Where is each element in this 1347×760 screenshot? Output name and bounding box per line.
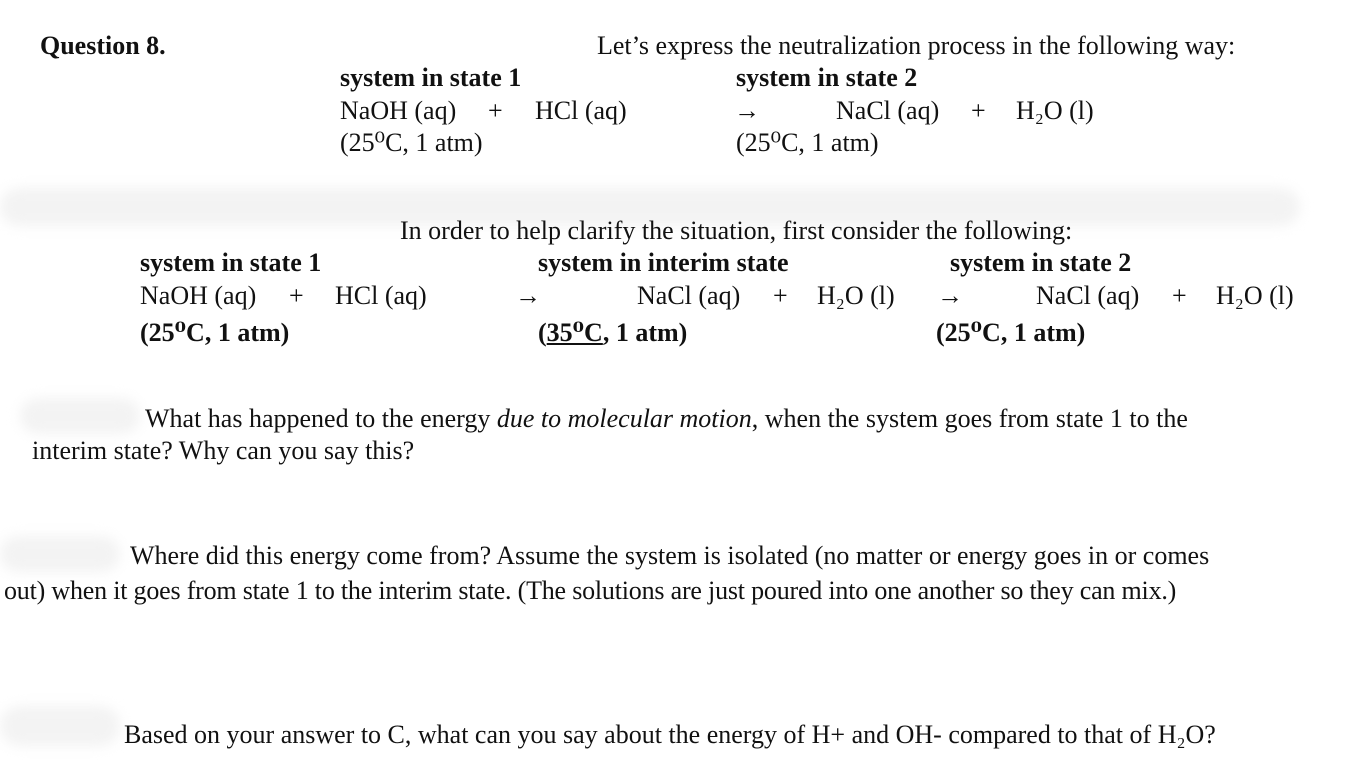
clarify-intro: In order to help clarify the situation, first consider the following: — [400, 216, 1073, 245]
clarify-interim-water: H₂O (l) — [817, 281, 895, 310]
overall-product-nacl: NaCl (aq) — [836, 96, 940, 125]
overall-reactant-hcl: HCl (aq) — [535, 96, 627, 125]
clarify-reactant-hcl: HCl (aq) — [335, 281, 427, 310]
clarify-reactant-naoh: NaOH (aq) — [140, 281, 257, 310]
condition-open-paren: ( — [538, 318, 547, 347]
part-a-line-2: interim state? Why can you say this? — [32, 436, 415, 465]
interim-temperature: 35⁰C — [546, 318, 603, 347]
clarify-final-water: H₂O (l) — [1216, 281, 1294, 310]
clarify-plus: + — [289, 281, 304, 310]
overall-state1-heading: system in state 1 — [340, 63, 522, 92]
clarify-interim-nacl: NaCl (aq) — [637, 281, 741, 310]
clarify-condition-state2: (25⁰C, 1 atm) — [936, 318, 1086, 347]
scan-smudge — [0, 536, 120, 572]
clarify-condition-interim — [538, 320, 687, 346]
clarify-state1-heading: system in state 1 — [140, 248, 322, 277]
part-c-question: Based on your answer to C, what can you say about the energy of H+ and OH- compared to that of H₂O? — [124, 720, 1216, 749]
question-label: Question 8. — [40, 31, 166, 60]
overall-reactant-naoh: NaOH (aq) — [340, 96, 457, 125]
part-a-emphasis: due to molecular motion — [496, 404, 752, 433]
overall-product-water: H₂O (l) — [1016, 96, 1094, 125]
part-a-text: What has happened to the energy — [145, 404, 497, 433]
scan-smudge — [20, 398, 140, 434]
overall-condition-state1: (25⁰C, 1 atm) — [340, 128, 483, 157]
clarify-condition-state1: (25⁰C, 1 atm) — [140, 318, 290, 347]
part-a-text: , when the system goes from state 1 to the — [751, 404, 1188, 433]
clarify-arrow-1: → — [515, 281, 541, 310]
clarify-plus: + — [1172, 281, 1187, 310]
clarify-final-nacl: NaCl (aq) — [1036, 281, 1140, 310]
clarify-interim-heading: system in interim state — [538, 248, 789, 277]
overall-state2-heading: system in state 2 — [736, 63, 918, 92]
part-b-line-1: Where did this energy come from? Assume the system is isolated (no matter or energy goes in or comes — [130, 541, 1210, 570]
scan-smudge — [0, 706, 120, 746]
question-intro: Let’s express the neutralization process in the following way: — [597, 31, 1236, 60]
condition-rest: , 1 atm) — [602, 318, 688, 347]
overall-plus: + — [971, 96, 986, 125]
overall-plus: + — [488, 96, 503, 125]
clarify-arrow-2: → — [937, 281, 963, 310]
clarify-state2-heading: system in state 2 — [950, 248, 1132, 277]
overall-arrow: → — [734, 96, 760, 125]
part-a-line-1 — [145, 406, 1188, 432]
part-b-line-2: out) when it goes from state 1 to the interim state. (The solutions are just poured into one another so they can mix.) — [4, 576, 1177, 605]
overall-condition-state2: (25⁰C, 1 atm) — [736, 128, 879, 157]
clarify-plus: + — [773, 281, 788, 310]
